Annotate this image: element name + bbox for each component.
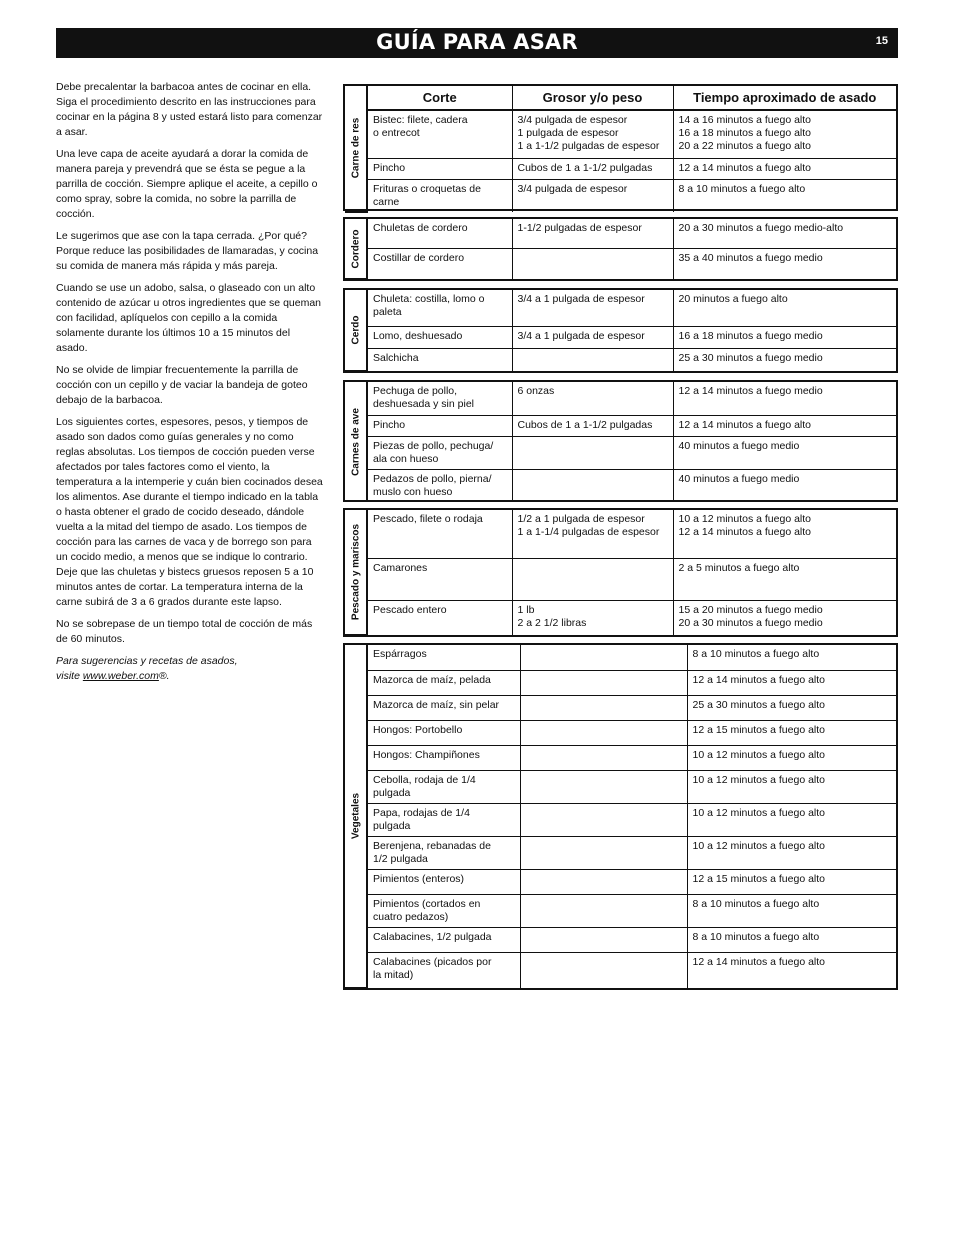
cut-cell: Salchicha (367, 348, 512, 371)
thickness-cell (520, 770, 687, 803)
cut-cell: Pincho (367, 415, 512, 436)
time-cell: 10 a 12 minutos a fuego alto (687, 803, 896, 836)
thickness-cell (520, 670, 687, 695)
cut-cell: Bistec: filete, cadera o entrecot (367, 110, 512, 158)
table-row (345, 670, 896, 695)
category-label: Carne de res (345, 86, 367, 212)
category-label: Cerdo (345, 290, 367, 371)
cut-cell: Pimientos (cortados en cuatro pedazos) (367, 894, 520, 927)
thickness-cell (520, 927, 687, 952)
page-header (56, 28, 898, 58)
intro-text (56, 80, 324, 691)
thickness-cell (520, 745, 687, 770)
cut-cell: Berenjena, rebanadas de 1/2 pulgada (367, 836, 520, 869)
time-cell: 10 a 12 minutos a fuego alto (687, 770, 896, 803)
table-row (345, 803, 896, 836)
table-row (345, 348, 896, 371)
time-cell: 35 a 40 minutos a fuego medio (673, 249, 896, 279)
table-row (345, 469, 896, 502)
category-label: Cordero (345, 219, 367, 279)
thickness-cell (520, 836, 687, 869)
cut-cell: Pechuga de pollo, deshuesada y sin piel (367, 382, 512, 415)
time-cell: 40 minutos a fuego medio (673, 469, 896, 502)
intro-paragraph: Los siguientes cortes, espesores, pesos, y tiempos de asado son dados como guías generales y no como reglas absolutas. Los tiempos de cocción pueden verse afectados por tales factores como el viento, la temperatura a la intemperie y cuán bien cocinados desea los alimentos. Ase durante el tiempo indicado en la tabla o hasta obtener el grado de cocido deseado, dándole vuelta a la mitad del tiempo de asado. Los tiempos de cocción para las carnes de vaca y de borrego son para un cocido medio, a menos que se indique lo contrario. Deje que las chuletas y bistecs gruesos reposen 5 a 10 minutos antes de cortar. La temperatura interna de la carne subirá de 3 a 6 grados durante este lapso. (56, 416, 323, 608)
cut-cell: Mazorca de maíz, pelada (367, 670, 520, 695)
cut-cell: Calabacines, 1/2 pulgada (367, 927, 520, 952)
time-cell: 15 a 20 minutos a fuego medio 20 a 30 minutos a fuego medio (673, 600, 896, 635)
table-group-carne-de-res (343, 84, 898, 211)
thickness-cell (520, 645, 687, 670)
table-row (345, 110, 896, 158)
time-cell: 12 a 14 minutos a fuego medio (673, 382, 896, 415)
table-row (345, 952, 896, 988)
cut-cell: Chuletas de cordero (367, 219, 512, 249)
category-label: Pescado y mariscos (345, 510, 367, 635)
time-cell: 12 a 15 minutos a fuego alto (687, 869, 896, 894)
recipes-footnote (56, 654, 324, 684)
time-cell: 40 minutos a fuego medio (673, 436, 896, 469)
time-cell: 8 a 10 minutos a fuego alto (687, 645, 896, 670)
page-title: GUÍA PARA ASAR (376, 30, 578, 54)
thickness-cell: 1-1/2 pulgadas de espesor (512, 219, 673, 249)
cut-cell: Pimientos (enteros) (367, 869, 520, 894)
column-header-thickness: Grosor y/o peso (512, 86, 673, 110)
table-row (345, 415, 896, 436)
time-cell: 12 a 14 minutos a fuego alto (673, 158, 896, 179)
thickness-cell (520, 894, 687, 927)
time-cell: 12 a 15 minutos a fuego alto (687, 720, 896, 745)
table-row (345, 600, 896, 635)
time-cell: 8 a 10 minutos a fuego alto (673, 179, 896, 212)
cut-cell: Camarones (367, 558, 512, 600)
table-row (345, 869, 896, 894)
thickness-cell: 6 onzas (512, 382, 673, 415)
intro-paragraph: No se sobrepase de un tiempo total de cocción de más de 60 minutos. (56, 618, 313, 645)
cut-cell: Hongos: Portobello (367, 720, 520, 745)
cut-cell: Chuleta: costilla, lomo o paleta (367, 290, 512, 326)
table-row (345, 558, 896, 600)
table-row (345, 326, 896, 348)
cut-cell: Costillar de cordero (367, 249, 512, 279)
thickness-cell (520, 695, 687, 720)
table-row (345, 382, 896, 415)
table-row (345, 510, 896, 558)
cut-cell: Pincho (367, 158, 512, 179)
time-cell: 12 a 14 minutos a fuego alto (673, 415, 896, 436)
thickness-cell: Cubos de 1 a 1-1/2 pulgadas (512, 415, 673, 436)
table-row (345, 290, 896, 326)
time-cell: 2 a 5 minutos a fuego alto (673, 558, 896, 600)
table-group-pescado-y-mariscos (343, 508, 898, 637)
intro-paragraph: No se olvide de limpiar frecuentemente la parrilla de cocción con un cepillo y de vaciar la bandeja de goteo debajo de la barbacoa. (56, 364, 308, 406)
time-cell: 25 a 30 minutos a fuego medio (673, 348, 896, 371)
cut-cell: Papa, rodajas de 1/4 pulgada (367, 803, 520, 836)
thickness-cell: 1/2 a 1 pulgada de espesor 1 a 1-1/4 pulgadas de espesor (512, 510, 673, 558)
table-row (345, 645, 896, 670)
category-label: Carnes de ave (345, 382, 367, 502)
cut-cell: Calabacines (picados por la mitad) (367, 952, 520, 988)
cut-cell: Pescado, filete o rodaja (367, 510, 512, 558)
thickness-cell (520, 952, 687, 988)
thickness-cell (512, 348, 673, 371)
table-row (345, 179, 896, 212)
table-group-vegetales (343, 643, 898, 990)
time-cell: 10 a 12 minutos a fuego alto (687, 836, 896, 869)
table-row (345, 836, 896, 869)
footnote-line: Para sugerencias y recetas de asados, (56, 655, 238, 667)
time-cell: 25 a 30 minutos a fuego alto (687, 695, 896, 720)
cut-cell: Pescado entero (367, 600, 512, 635)
time-cell: 12 a 14 minutos a fuego alto (687, 952, 896, 988)
time-cell: 20 minutos a fuego alto (673, 290, 896, 326)
time-cell: 20 a 30 minutos a fuego medio-alto (673, 219, 896, 249)
thickness-cell: 3/4 pulgada de espesor (512, 179, 673, 212)
intro-paragraph: Debe precalentar la barbacoa antes de cocinar en ella. Siga el procedimiento descrito en las instrucciones para cocinar en la página 8 y usted estará listo para comenzar a asar. (56, 81, 323, 138)
cut-cell: Cebolla, rodaja de 1/4 pulgada (367, 770, 520, 803)
cut-cell: Frituras o croquetas de carne (367, 179, 512, 212)
table-row (345, 720, 896, 745)
time-cell: 16 a 18 minutos a fuego medio (673, 326, 896, 348)
thickness-cell: 1 lb 2 a 2 1/2 libras (512, 600, 673, 635)
time-cell: 14 a 16 minutos a fuego alto 16 a 18 minutos a fuego alto 20 a 22 minutos a fuego alto (673, 110, 896, 158)
cut-cell: Pedazos de pollo, pierna/ muslo con hueso (367, 469, 512, 502)
table-row (345, 695, 896, 720)
category-label: Vegetales (345, 645, 367, 988)
time-cell: 10 a 12 minutos a fuego alto (687, 745, 896, 770)
intro-paragraph: Una leve capa de aceite ayudará a dorar la comida de manera pareja y prevendrá que se ésta se pegue a la parrilla de cocción. Siempre aplique el aceite, a cepillo o como spray, sobre la comida, no sobre la parrilla de cocción. (56, 148, 318, 220)
thickness-cell: 3/4 pulgada de espesor 1 pulgada de espesor 1 a 1-1/2 pulgadas de espesor (512, 110, 673, 158)
table-row (345, 927, 896, 952)
time-cell: 8 a 10 minutos a fuego alto (687, 894, 896, 927)
column-header-time: Tiempo aproximado de asado (673, 86, 896, 110)
time-cell: 8 a 10 minutos a fuego alto (687, 927, 896, 952)
page-number: 15 (875, 35, 888, 47)
thickness-cell (512, 558, 673, 600)
thickness-cell: Cubos de 1 a 1-1/2 pulgadas (512, 158, 673, 179)
cut-cell: Lomo, deshuesado (367, 326, 512, 348)
table-row (345, 158, 896, 179)
thickness-cell (512, 469, 673, 502)
thickness-cell (520, 869, 687, 894)
table-row (345, 249, 896, 279)
table-row (345, 894, 896, 927)
table-row (345, 219, 896, 249)
table-row (345, 770, 896, 803)
thickness-cell (520, 803, 687, 836)
footnote-end: ®. (158, 670, 170, 682)
table-group-cordero (343, 217, 898, 281)
thickness-cell (512, 249, 673, 279)
thickness-cell: 3/4 a 1 pulgada de espesor (512, 326, 673, 348)
table-group-cerdo (343, 288, 898, 373)
thickness-cell: 3/4 a 1 pulgada de espesor (512, 290, 673, 326)
cut-cell: Hongos: Champiñones (367, 745, 520, 770)
intro-paragraph: Le sugerimos que ase con la tapa cerrada. ¿Por qué? Porque reduce las posibilidades de llamaradas, y cocina su comida de manera más rápida y más pareja. (56, 230, 319, 272)
time-cell: 10 a 12 minutos a fuego alto 12 a 14 minutos a fuego alto (673, 510, 896, 558)
cut-cell: Mazorca de maíz, sin pelar (367, 695, 520, 720)
cut-cell: Espárragos (367, 645, 520, 670)
table-row (345, 745, 896, 770)
table-group-carnes-de-ave (343, 380, 898, 502)
footnote-visit: visite (56, 670, 83, 682)
weber-link[interactable]: www.weber.com (82, 670, 159, 682)
thickness-cell (512, 436, 673, 469)
cut-cell: Piezas de pollo, pechuga/ ala con hueso (367, 436, 512, 469)
thickness-cell (520, 720, 687, 745)
intro-paragraph: Cuando se use un adobo, salsa, o glaseado con un alto contenido de azúcar u otros ingredientes que se queman con facilidad, aplíquelos con cepillo a la comida solamente durante los últimos 10 a 15 minutos del asado. (56, 282, 322, 354)
time-cell: 12 a 14 minutos a fuego alto (687, 670, 896, 695)
column-header-cut: Corte (367, 86, 512, 110)
table-row (345, 436, 896, 469)
